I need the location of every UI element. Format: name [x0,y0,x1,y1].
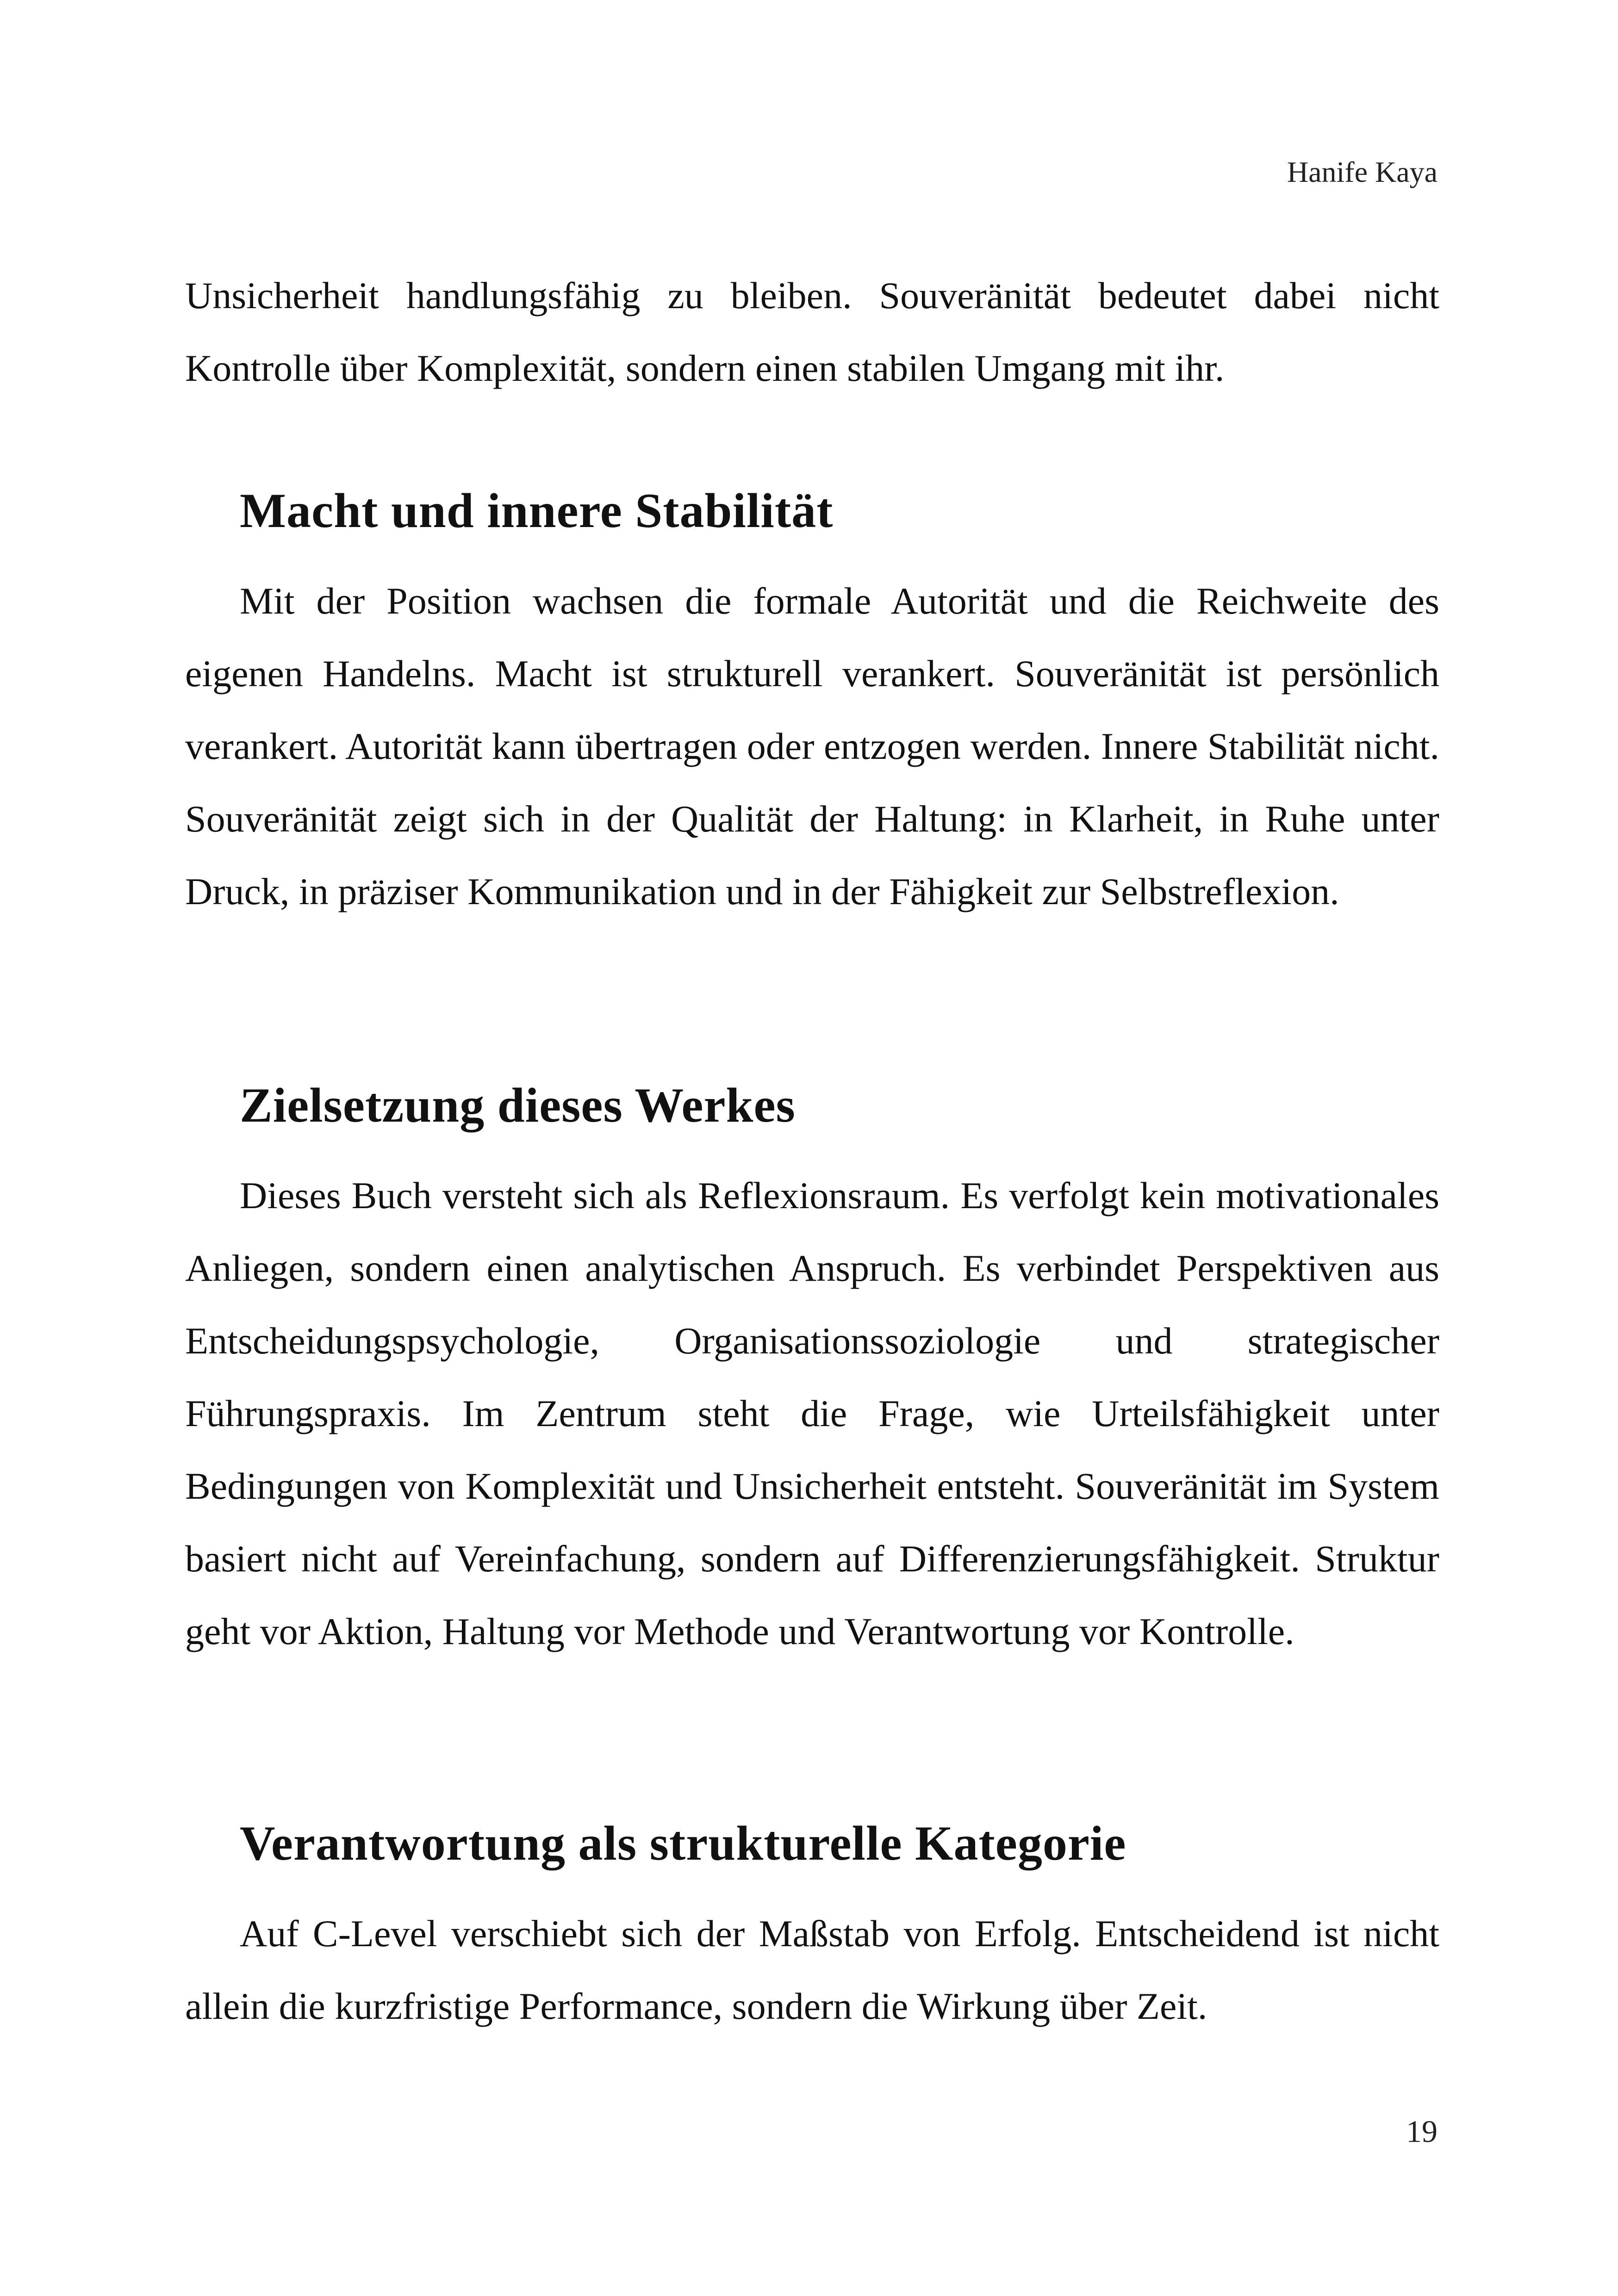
continued-paragraph [185,259,1439,404]
section-body-zielsetzung [185,1159,1439,1668]
paragraph-text: Unsicherheit handlungsfähig zu bleiben. Souveränität bedeutet dabei nicht Kontrolle über Komplexität, sondern einen stabilen Umgang mit ihr. [185,274,1439,389]
section-heading-verantwortung: Verantwortung als strukturelle Kategorie [240,1816,1126,1870]
section-heading-macht: Macht und innere Stabilität [240,484,834,538]
running-head-author: Hanife Kaya [1287,155,1438,188]
paragraph-text: Auf C-Level verschiebt sich der Maßstab von Erfolg. Entscheidend ist nicht allein die kurzfristige Performance, sondern die Wirkung über Zeit. [185,1912,1439,2027]
section-body-verantwortung [185,1897,1439,2042]
page-number: 19 [1406,2114,1438,2149]
section-body-macht [185,565,1439,928]
paragraph-text: Mit der Position wachsen die formale Autorität und die Reichweite des eigenen Handelns. Macht ist strukturell verankert. Souveränität ist persönlich verankert. Autorität kann übertragen oder entzogen werden. Innere Stabilität nicht. Souveränität zeigt sich in der Qualität der Haltung: in Klarheit, in Ruhe unter Druck, in präziser Kommunikation und in der Fähigkeit zur Selbstreflexion. [185,580,1439,912]
section-heading-zielsetzung: Zielsetzung dieses Werkes [240,1078,796,1132]
paragraph-text: Dieses Buch versteht sich als Reflexionsraum. Es verfolgt kein motivationales Anliegen, sondern einen analytischen Anspruch. Es verbindet Perspektiven aus Entscheidungspsychologie, Organisationssoziologie und strategischer Führungspraxis. Im Zentrum steht die Frage, wie Urteilsfähigkeit unter Bedingungen von Komplexität und Unsicherheit entsteht. Souveränität im System basiert nicht auf Vereinfachung, sondern auf Differenzierungsfähigkeit. Struktur geht vor Aktion, Haltung vor Methode und Verantwortung vor Kontrolle. [185,1174,1439,1652]
